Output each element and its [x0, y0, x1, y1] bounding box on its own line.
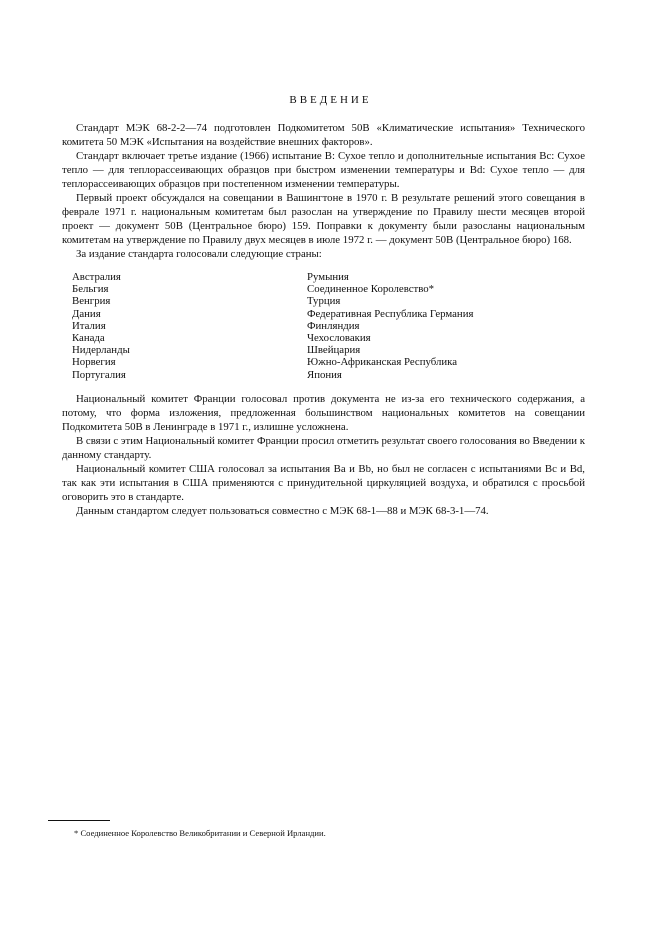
country-item: Италия	[72, 319, 106, 332]
page-title: ВВЕДЕНИЕ	[289, 94, 372, 106]
country-item: Турция	[307, 295, 341, 308]
paragraph: Национальный комитет Франции голосовал против документа не из-за его технического содержания, а потому, что форма изложения, предложенная большинством национальных комитетов на совещании Подкомитета 50В в Ленинграде в 1971 г., излишне усложнена.	[62, 393, 585, 433]
paragraph: В связи с этим Национальный комитет Франции просил отметить результат своего голосования во Введении к данному стандарту.	[62, 435, 586, 461]
countries-list-left	[72, 271, 130, 381]
country-item: Венгрия	[72, 295, 111, 308]
country-item: Япония	[307, 368, 342, 381]
voting-lead-text: За издание стандарта голосовали следующие страны:	[76, 248, 322, 260]
country-item: Швейцария	[307, 344, 361, 357]
country-item: Норвегия	[72, 356, 116, 369]
country-item: Дания	[72, 307, 101, 320]
country-item: Бельгия	[72, 283, 109, 296]
intro-section	[62, 121, 585, 247]
country-item: Чехословакия	[307, 332, 371, 345]
paragraph: Данным стандартом следует пользоваться совместно с МЭК 68-1—88 и МЭК 68-3-1—74.	[76, 505, 489, 517]
footnote-divider	[48, 820, 110, 821]
paragraph: Первый проект обсуждался на совещании в Вашингтоне в 1970 г. В результате решений этого совещания в феврале 1971 г. национальным комитетам был разослан на утверждение по Правилу шести месяцев второй проект — документ 50В (Центральное бюро) 159. Поправки к документу были разосланы национальным комитетам на утверждение по Правилу двух месяцев в июле 1972 г. — документ 50В (Центральное бюро) 168.	[62, 192, 585, 246]
country-item: Южно-Африканская Республика	[307, 356, 458, 369]
country-item: Финляндия	[307, 319, 360, 332]
country-item: Соединенное Королевство*	[307, 283, 435, 296]
country-item: Австралия	[72, 271, 121, 283]
country-item: Португалия	[72, 368, 126, 381]
countries-list-right	[307, 271, 473, 381]
footnote: * Соединенное Королевство Великобритании и Северной Ирландии.	[74, 828, 326, 838]
country-item: Канада	[72, 332, 105, 345]
country-item: Румыния	[307, 271, 349, 283]
closing-section	[62, 392, 585, 518]
country-item: Нидерланды	[72, 344, 130, 357]
paragraph: Национальный комитет США голосовал за испытания Ва и Bb, но был не согласен с испытаниями Вс и Bd, так как эти испытания в США применяются с принудительной циркуляцией воздуха, и обратился с просьбой оговорить это в стандарте.	[62, 463, 585, 503]
country-item: Федеративная Республика Германия	[307, 307, 474, 320]
paragraph: Стандарт включает третье издание (1966) испытание В: Сухое тепло и дополнительные испытания Вс: Сухое тепло — для теплорассеивающих образцов при быстром изменении температуры и Bd: Сухое тепло — для теплорассеивающих образцов при постепенном изменении температуры.	[62, 150, 585, 190]
paragraph: Стандарт МЭК 68-2-2—74 подготовлен Подкомитетом 50В «Климатические испытания» Технического комитета 50 МЭК «Испытания на воздействие внешних факторов».	[62, 122, 585, 148]
